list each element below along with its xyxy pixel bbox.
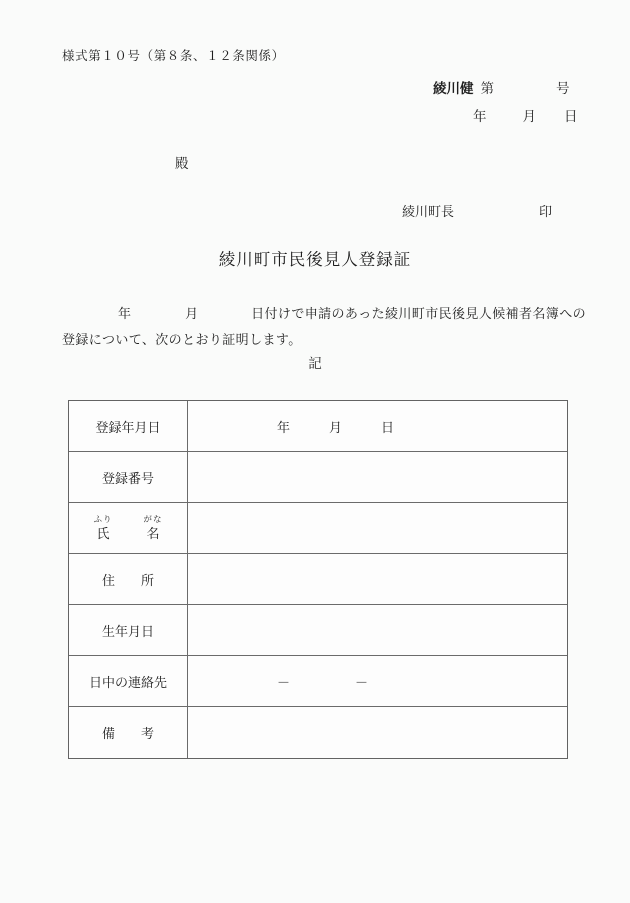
name-label-with-furigana xyxy=(93,515,162,541)
body-line-1-text: 日付けで申請のあった綾川町市民後見人候補者名簿への xyxy=(251,306,586,321)
body-month-label: 月 xyxy=(185,306,199,321)
row-value xyxy=(188,503,567,553)
table-row-registration-number xyxy=(69,452,567,503)
row-label: 住 所 xyxy=(69,554,188,604)
table-row-registration-date xyxy=(69,401,567,452)
issuer-line xyxy=(402,201,552,220)
name-char-group xyxy=(93,515,112,541)
number-suffix-label: 号 xyxy=(556,81,570,96)
addressee-honorific: 殿 xyxy=(175,156,189,171)
row-label: 日中の連絡先 xyxy=(69,656,188,706)
row-value: 年 月 日 xyxy=(277,419,395,435)
row-value xyxy=(188,452,567,502)
month-label: 月 xyxy=(522,109,536,124)
row-label: 登録番号 xyxy=(69,452,188,502)
row-label: 登録年月日 xyxy=(69,401,188,451)
body-year-label: 年 xyxy=(118,306,132,321)
document-number-line xyxy=(433,77,570,97)
row-value xyxy=(188,554,567,604)
furigana-text: ふり xyxy=(93,514,113,524)
furigana-text: がな xyxy=(143,514,163,524)
name-kanji: 名 xyxy=(146,526,160,541)
header-date-line xyxy=(473,105,578,125)
row-value xyxy=(188,605,567,655)
year-label: 年 xyxy=(473,109,487,124)
seal-placeholder-label: 印 xyxy=(539,204,553,219)
body-line-1 xyxy=(62,301,586,327)
registration-table xyxy=(68,400,568,759)
body-line-2: 登録について、次のとおり証明します。 xyxy=(62,332,302,347)
row-label: 生年月日 xyxy=(69,605,188,655)
issuing-office-code: 綾川健 xyxy=(433,81,474,96)
document-title: 綾川町市民後見人登録証 xyxy=(218,250,412,269)
table-row-remarks xyxy=(69,707,567,758)
name-kanji: 氏 xyxy=(96,526,110,541)
name-char-group xyxy=(144,515,163,541)
ki-heading: 記 xyxy=(308,356,322,371)
table-row-name xyxy=(69,503,567,554)
row-value: － － xyxy=(277,674,369,690)
table-row-daytime-contact xyxy=(69,656,567,707)
row-label: 備 考 xyxy=(69,707,188,758)
issuer-title: 綾川町長 xyxy=(402,204,455,219)
table-row-address xyxy=(69,554,567,605)
row-label-name xyxy=(69,503,188,553)
form-number-label: 様式第１０号（第８条、１２条関係） xyxy=(62,49,285,63)
number-prefix-label: 第 xyxy=(480,81,494,96)
body-paragraph xyxy=(62,301,586,353)
day-label: 日 xyxy=(564,109,578,124)
row-value xyxy=(188,707,567,758)
table-row-birthdate xyxy=(69,605,567,656)
